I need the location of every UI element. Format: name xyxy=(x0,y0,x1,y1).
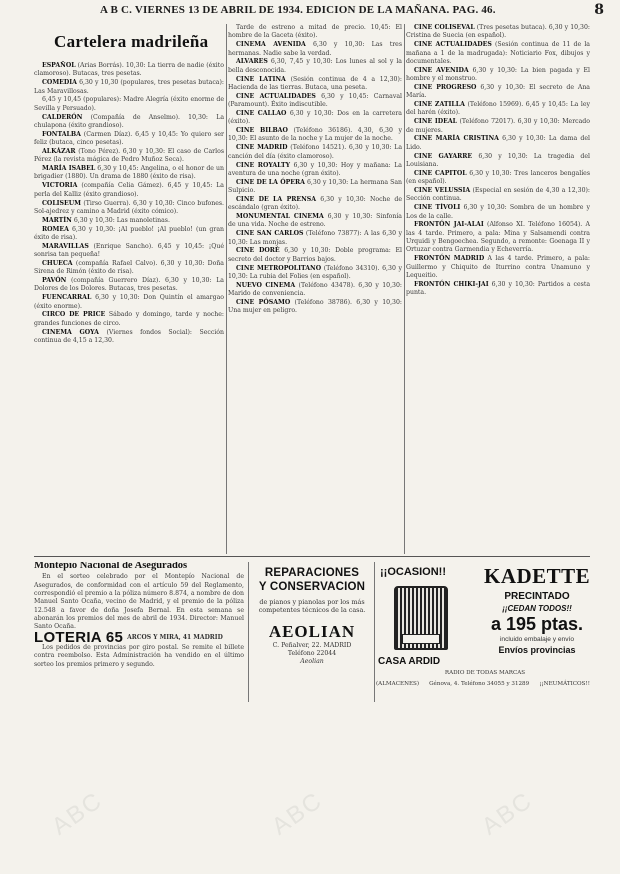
listing-entry xyxy=(228,162,402,179)
radio-ad-footer xyxy=(376,681,590,688)
lottery-address: ARCOS Y MIRA, 41 MADRID xyxy=(127,634,223,642)
repairs-description: de pianos y pianolas por los más competentes técnicos de la casa. xyxy=(258,598,366,614)
listing-venue: ALVARES xyxy=(236,58,268,66)
listing-entry xyxy=(228,230,402,247)
ad-divider xyxy=(248,562,249,702)
ad-divider xyxy=(374,562,375,702)
listing-venue: CINE GAYARRE xyxy=(414,152,473,160)
listing-entry xyxy=(406,135,590,152)
listing-venue: CINE SAN CARLOS xyxy=(236,230,304,238)
mutual-ad xyxy=(34,562,244,808)
listing-venue: MARAVILLAS xyxy=(42,242,89,250)
listing-venue: CINE AVENIDA xyxy=(414,66,469,74)
listing-venue: CALDERÓN xyxy=(42,113,83,121)
listing-venue: ALKÁZAR xyxy=(42,147,76,155)
listing-text: (compañía Rafael Calvo). 6,30 y 10,30: Doña Sirena de Rimón (éxito de risa). xyxy=(34,259,224,276)
listing-venue: CINE ACTUALIDADES xyxy=(414,41,492,49)
column-1 xyxy=(34,22,224,554)
kadette-brand: KADETTE xyxy=(484,564,591,588)
listing-text: 6,30 y 10,30: La bien pagada y El hombre y el monstruo. xyxy=(406,66,590,83)
listing-venue: ESPAÑOL xyxy=(42,62,76,69)
page-masthead: A B C. VIERNES 13 DE ABRIL DE 1934. EDICION DE LA MAÑANA. PAG. 46. xyxy=(100,4,496,16)
listing-entry xyxy=(406,153,590,170)
listing-text: 6,30 y 10,30: Partidos a cesta punta. xyxy=(406,280,590,297)
listing-venue: COLISEUM xyxy=(42,199,81,207)
ads-divider xyxy=(34,556,590,557)
watermark: ABC xyxy=(46,786,108,841)
listing-venue: CINE ACTUALIDADES xyxy=(236,92,316,100)
listing-venue: CINE BILBAO xyxy=(236,127,288,135)
listing-venue: MARTÍN xyxy=(42,216,72,224)
listing-venue: CINE TÍVOLI xyxy=(414,204,461,212)
kadette-note: incluido embalaje y envío xyxy=(499,636,575,643)
listing-text: 6,30 y 10,30: La hermana San Sulpicio. xyxy=(228,178,402,195)
listing-entry xyxy=(34,260,224,277)
radio-ad xyxy=(376,564,592,700)
listing-entry xyxy=(406,204,590,221)
listing-text: (compañía Celia Gámez). 6,45 y 10,45: La perla del Kalliz (éxito grandioso). xyxy=(34,182,224,198)
listing-venue: CINE IDEAL xyxy=(414,118,457,126)
listing-venue: ROMEA xyxy=(42,225,69,233)
listing-text: (Teléfono 43478). 6,30 y 10,30: Marido de conveniencia. xyxy=(228,281,402,298)
listing-entry xyxy=(228,41,402,58)
listing-entry xyxy=(34,277,224,294)
lottery-body: Los pedidos de provincias por giro postal. Se remite el billete contra reembolso. Esta Administración ha vendido en el último sorteo los premios primero y segundo. xyxy=(34,644,244,668)
listing-text: Sábado y domingo, tarde y noche: grandes funciones de circo. xyxy=(34,311,224,327)
listing-venue: FRONTÓN CHIKI-JAI xyxy=(414,280,489,288)
aeolian-brand: AEOLIAN xyxy=(268,622,356,641)
radio-set-illustration xyxy=(394,586,448,650)
lottery-name: LOTERIA 65 xyxy=(34,628,124,646)
listing-venue: CINE DORÉ xyxy=(236,247,280,255)
listing-entry xyxy=(406,187,590,204)
listing-text: (Tirso Guerra). 6,30 y 10,30: Cinco bufones. Sol-ajedrez y camino a Madrid (éxito cómico). xyxy=(34,199,224,215)
listing-venue: PAVÓN xyxy=(42,277,67,285)
listing-entry xyxy=(228,144,402,161)
listing-venue: CINE MARÍA CRISTINA xyxy=(414,135,499,143)
listing-entry xyxy=(34,148,224,165)
listing-venue: CINEMA AVENIDA xyxy=(236,41,306,49)
repairs-title: REPARACIONES xyxy=(264,567,360,579)
repairs-subtitle: Y CONSERVACION xyxy=(258,581,366,593)
listing-entry xyxy=(34,96,224,113)
listing-entry xyxy=(228,93,402,110)
kadette-price: a 195 ptas. xyxy=(490,614,584,634)
listing-text: 6,30 y 10,30: Doble programa: El secreto del doctor y Barrios bajos. xyxy=(228,247,402,263)
listing-text: (Enrique Sancho). 6,45 y 10,45: ¡Qué sonrisa tan pequeña! xyxy=(34,242,224,259)
listing-venue: MARÍA ISABEL xyxy=(42,165,96,173)
section-title: Cartelera madrileña xyxy=(54,32,209,51)
listing-text: 6,30 y 10,30: Hoy y mañana: La aventura de una noche (gran éxito). xyxy=(228,161,402,177)
listing-venue: CINEMA GOYA xyxy=(42,328,99,336)
listing-entry xyxy=(34,243,224,260)
listing-entry xyxy=(228,247,402,264)
kadette-slogan: ¡¡CEDAN TODOS!! xyxy=(502,604,572,613)
listing-entry xyxy=(228,127,402,144)
kadette-sealed: PRECINTADO xyxy=(504,591,570,602)
listing-entry xyxy=(228,299,402,316)
listing-text: 6,30 y 10,30: La tragedia del Louisiana. xyxy=(406,152,590,168)
listing-entry xyxy=(228,76,402,93)
listing-text: 6,45 y 10,45 (populares): Madre Alegría (éxito enorme de Sevilla y Persuado). xyxy=(34,96,224,112)
listing-venue: CINE LATINA xyxy=(236,75,286,83)
listing-entry xyxy=(406,84,590,101)
listing-entry xyxy=(406,221,590,254)
listing-entry xyxy=(406,24,590,41)
listing-text: (compañía Guerrero Díaz). 6,30 y 10,30: La Dolores de los Dolores. Butacas, tres pesetas. xyxy=(34,277,224,293)
listing-text: A las 4 tarde. Primero, a pala: Guillermo y Chiquito de Iturrino contra Unamuno y Lequeitio. xyxy=(406,255,590,279)
column-2 xyxy=(228,24,402,556)
listing-venue: VICTORIA xyxy=(42,182,78,190)
column-1-listings xyxy=(34,62,224,345)
listing-text: 6,30, 7,45 y 10,30: Los lunes al sol y la bella desconocida. xyxy=(228,58,402,74)
listing-text: Tarde de estreno a mitad de precio. 10,45: El hombre de la Gaceta (éxito). xyxy=(228,24,402,40)
listing-text: (Teléfono 15969). 6,45 y 10,45: La ley del harén (éxito). xyxy=(406,101,590,117)
listing-text: (Teléfono 14521). 6,30 y 10,30: La canción del día (éxito clamoroso). xyxy=(228,144,402,160)
listing-text: (Teléfono 72017). 6,30 y 10,30: Mercado de mujeres. xyxy=(406,118,590,134)
column-3 xyxy=(406,24,590,556)
lottery-row xyxy=(34,628,244,646)
listing-entry xyxy=(228,265,402,282)
listing-entry xyxy=(34,329,224,346)
store-line: RADIO DE TODAS MARCAS xyxy=(444,670,526,676)
watermark: ABC xyxy=(266,786,328,841)
footer-right: ¡¡NEUMÁTICOS!! xyxy=(539,681,590,687)
listing-entry xyxy=(34,114,224,131)
listing-venue: MONUMENTAL CINEMA xyxy=(236,213,324,221)
kadette-shipping: Envíos provincias xyxy=(498,645,576,655)
listing-entry xyxy=(34,182,224,199)
listing-text: (Alfonso XI. Teléfono 16054). A las 4 tarde. Primero, a pala: Mina y Salsamendi contra Urquidi y Bengoechea. Segundo, a remonte: Goenaga II y Ortuzar contra Garmendia y Echeverría. xyxy=(406,221,590,254)
column-divider xyxy=(226,24,227,554)
listing-entry xyxy=(406,281,590,298)
listing-text: (Carmen Díaz). 6,45 y 10,45: Yo quiero ser feliz (butaca, cinco pesetas). xyxy=(34,130,224,147)
listing-text: 6,30 y 10,45: Angelina, o el honor de un brigadier (1880). Un drama de 1880 (éxito de risa). xyxy=(34,165,224,181)
listing-entry xyxy=(228,196,402,213)
listing-venue: CHUECA xyxy=(42,259,73,267)
listing-text: 6,30 y 10,30: La dama del Lido. xyxy=(406,135,590,151)
footer-left: (ALMACENES) xyxy=(376,681,420,687)
listing-entry xyxy=(228,110,402,127)
column-2-listings xyxy=(228,24,402,316)
listing-text: 6,30 y 10,30: El secreto de Ana María. xyxy=(406,83,590,100)
listing-text: (Teléfono 34310). 6,30 y 10,30: La rubia del Folies (en español). xyxy=(228,264,402,280)
listing-entry xyxy=(406,118,590,135)
footer-address: Génova, 4. Teléfono 34055 y 31289 xyxy=(429,681,530,687)
listing-text: (Sesión continua de 11 de la mañana a 1 de la madrugada): Noticiario Fox, dibujos y documentales. xyxy=(406,41,590,65)
listing-text: 6,30 y 10,30: Tres lanceros bengalíes (en español). xyxy=(406,169,590,186)
listing-text: 6,30 y 10,30: Las manoletinas. xyxy=(73,216,170,224)
listing-venue: COMEDIA xyxy=(42,79,77,87)
radio-dial xyxy=(402,634,440,644)
listing-venue: CINE ROYALTY xyxy=(236,161,291,169)
aeolian-phone: Teléfono 22044 xyxy=(287,650,337,657)
listing-venue: CINE DE LA ÓPERA xyxy=(236,178,305,186)
listing-venue: CINE PÓSAMO xyxy=(236,299,291,306)
listing-text: 6,30 y 10,30: Don Quintín el amargao (éxito enorme). xyxy=(34,294,224,310)
listing-entry xyxy=(406,41,590,66)
listing-venue: CINE CALLAO xyxy=(236,109,287,117)
mutual-ad-body: En el sorteo celebrado por el Montepío Nacional de Asegurados, de conformidad con el artículo 59 del Reglamento, correspondió el premio a la póliza número 8.874, a nombre de don Manuel Santo Ocaña, vecino de Madrid, y el premio de la póliza 12.548 a favor de doña Josefa Bernal. En esta semana se abonarán los premios del mes de abril de 1934. Director: Manuel Santo Ocaña. xyxy=(34,573,244,631)
listing-text: (Teléfono 36186). 4,30, 6,30 y 10,30: El asunto de la noche y La mujer de la noche. xyxy=(228,127,402,143)
listing-entry xyxy=(34,79,224,96)
repairs-ad xyxy=(252,566,372,696)
listing-venue: CINE MADRID xyxy=(236,144,288,152)
listing-venue: FUENCARRAL xyxy=(42,294,92,302)
listing-entry xyxy=(228,213,402,230)
mutual-ad-title: Montepío Nacional de Asegurados xyxy=(34,562,188,571)
watermark: ABC xyxy=(476,786,538,841)
listing-entry xyxy=(406,255,590,280)
listing-entry xyxy=(228,179,402,196)
listing-entry xyxy=(406,101,590,118)
aeolian-tag: Aeolian xyxy=(300,658,324,665)
listing-text: (Teléfono 38786). 6,30 y 10,30: Una mujer en peligro. xyxy=(228,299,402,315)
listing-text: 6,30 y 10,30: Sombra de un hombre y Los de la calle. xyxy=(406,204,590,220)
listing-text: 6,30 y 10,30: Las tres hermanas. Nadie sabe la verdad. xyxy=(228,41,402,57)
kadette-block xyxy=(484,564,590,655)
page-mark: 8 xyxy=(594,2,604,18)
listing-venue: FRONTÓN MADRID xyxy=(414,255,485,263)
listing-text: 6,30 y 10,30: Sinfonía de una vida. Noche de estreno. xyxy=(228,213,402,229)
listing-venue: CINE PROGRESO xyxy=(414,83,477,91)
listing-text: 6,30 y 10,30: ¡Al pueblo! ¡Al pueblo! (un gran éxito de risa). xyxy=(34,225,224,241)
listing-text: (Tres pesetas butaca). 6,30 y 10,30: Cristina de Suecia (en español). xyxy=(406,24,590,40)
listing-venue: NUEVO CINEMA xyxy=(236,281,296,289)
listing-entry xyxy=(406,170,590,187)
listing-venue: FONTALBA xyxy=(42,130,81,138)
listing-text: (Teléfono 73877): A las 6,30 y 10,30: Las monjas. xyxy=(228,230,402,246)
listing-text: (Tono Pérez). 6,30 y 10,30: El caso de Carlos Pérez (la revista mágica de Pedro Muñoz Seca). xyxy=(34,147,224,164)
listing-venue: CINE VELUSSIA xyxy=(414,187,471,195)
column-divider xyxy=(404,24,405,554)
listing-text: (Compañía de Anselmo). 10,30: La chulapona (éxito grandioso). xyxy=(34,113,224,129)
listing-text: 6,30 y 10,30 (populares, tres pesetas butaca): Las Maravillosas. xyxy=(34,79,224,95)
listing-entry xyxy=(228,282,402,299)
listing-entry xyxy=(34,165,224,182)
listing-text: (Especial en sesión de 4,30 a 12,30): Sección continua. xyxy=(406,187,590,203)
listing-text: 6,30 y 10,45: Carnaval (Paramount). Éxito indiscutible. xyxy=(228,92,402,109)
listing-venue: CIRCO DE PRICE xyxy=(42,311,106,319)
listing-venue: FRONTÓN JAI-ALAI xyxy=(414,221,484,229)
listing-text: 6,30 y 10,30: Dos en la carretera (éxito). xyxy=(228,109,402,126)
listing-entry xyxy=(34,217,224,225)
listing-text: 6,30 y 10,30: Noche de escándalo (gran éxito). xyxy=(228,195,402,212)
listing-venue: CINE DE LA PRENSA xyxy=(236,195,317,203)
listing-venue: CINE METROPOLITANO xyxy=(236,264,322,272)
listing-entry xyxy=(34,131,224,148)
listing-text: (Arias Borrás). 10,30: La tierra de nadie (éxito clamoroso). Butacas, tres pesetas. xyxy=(34,62,224,78)
listing-entry xyxy=(228,58,402,75)
listing-entry xyxy=(34,200,224,217)
store-name: CASA ARDID xyxy=(378,656,441,667)
listing-venue: CINE COLISEVAL xyxy=(414,24,475,31)
listing-entry xyxy=(228,24,402,41)
listing-venue: CINE ZATILLA xyxy=(414,101,465,109)
listing-entry xyxy=(34,311,224,328)
listing-entry xyxy=(34,294,224,311)
listing-entry xyxy=(34,62,224,79)
column-3-listings xyxy=(406,24,590,298)
listing-text: (Sesión continua de 4 a 12,30): Hacienda de las tierras. Butaca, una peseta. xyxy=(228,75,402,91)
listing-text: (Viernes fondos Social): Sección continua de 4,15 a 12,30. xyxy=(34,328,224,344)
listing-entry xyxy=(406,67,590,84)
aeolian-address: C. Peñalver, 22. MADRID xyxy=(272,642,352,649)
listing-entry xyxy=(34,226,224,243)
listing-venue: CINE CAPITOL xyxy=(414,169,467,177)
ocasion-headline: ¡¡OCASION!! xyxy=(380,566,446,578)
